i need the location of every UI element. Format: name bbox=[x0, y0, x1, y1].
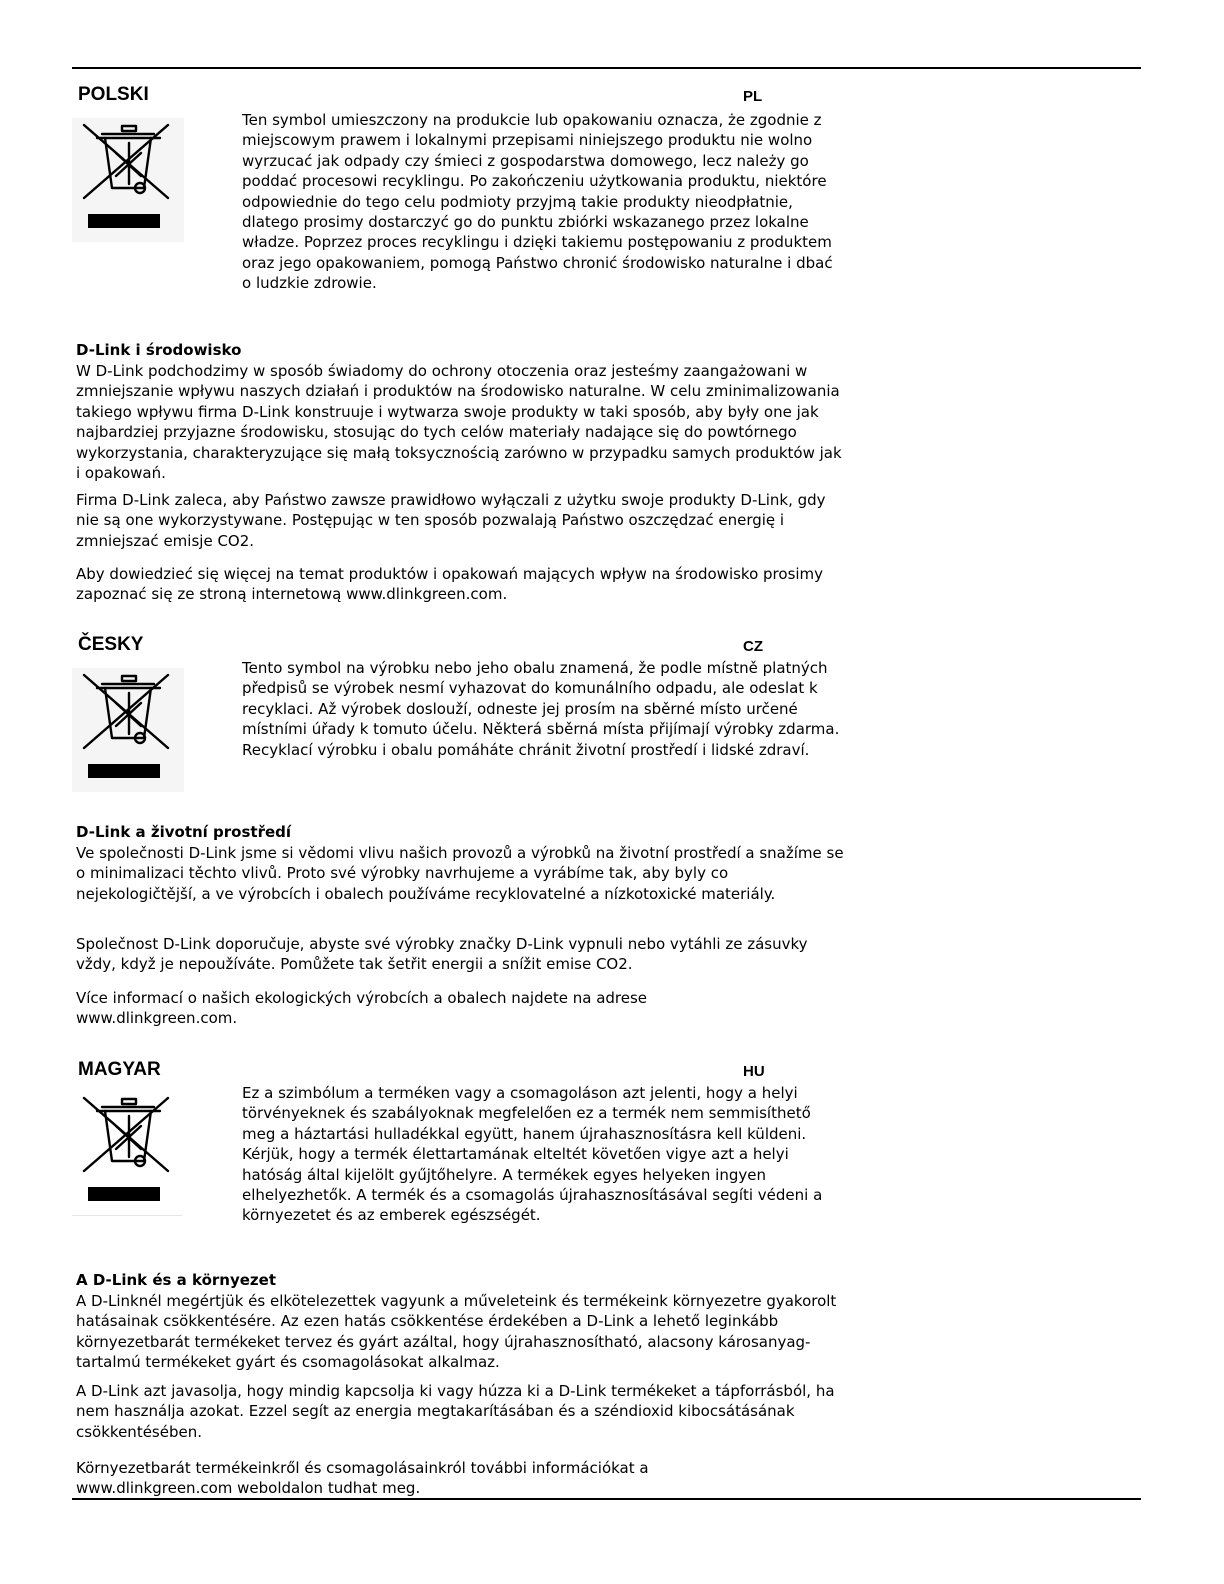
divider bbox=[72, 1215, 182, 1216]
language-code: PL bbox=[743, 88, 763, 105]
environment-heading: D-Link a životní prostředí bbox=[76, 823, 292, 841]
language-code: HU bbox=[743, 1063, 765, 1080]
environment-paragraph: W D-Link podchodzimy w sposób świadomy do ochrony otoczenia oraz jesteśmy zaangażowani w zmniejszanie wpływu naszych działań i produktów na środowisko naturalne. W celu zminimalizowania takiego wpływu firma D-Link konstruuje i wytwarza swoje produkty w taki sposób, aby były one jak najbardziej przyjazne środowisku, stosując do tych celów materiały nadające się do powtórnego wykorzystania, charakteryzujące się małą toksycznością zarówno w przypadku samych produktów jak i opakowań. bbox=[76, 362, 842, 483]
bottom-rule bbox=[72, 1498, 1141, 1500]
section-title: MAGYAR bbox=[78, 1059, 161, 1080]
more-info-paragraph: Více informací o našich ekologických výrobcích a obalech najdete na adrese www.dlinkgreen.com. bbox=[76, 989, 648, 1028]
section-polski bbox=[72, 84, 847, 604]
power-off-paragraph: A D-Link azt javasolja, hogy mindig kapcsolja ki vagy húzza ki a D-Link termékeket a tápforrásból, ha nem használja azokat. Ezzel segít az energia megtakarításában és a széndioxid kibocsátásának csökkentésében. bbox=[76, 1382, 835, 1441]
top-rule bbox=[72, 67, 1141, 69]
language-code: CZ bbox=[743, 638, 763, 655]
recycling-intro-text: Ten symbol umieszczony na produkcie lub opakowaniu oznacza, że zgodnie z miejscowym prawem i lokalnymi przepisami niniejszego produktu nie wolno wyrzucać jak odpady czy śmieci z gospodarstwa domowego, lecz należy go poddać procesowi recyklingu. Po zakończeniu użytkowania produktu, niektóre odpowiednie do tego celu podmioty przyjmą takie produkty nieodpłatnie, dlatego prosimy dostarczyć go do punktu zbiórki wskazanego przez lokalne władze. Poprzez proces recyklingu i dzięki takiemu postępowaniu z produktem oraz jego opakowaniem, pomogą Państwo chronić środowisko naturalne i dbać o ludzkie zdrowie. bbox=[242, 111, 833, 293]
section-title: POLSKI bbox=[78, 84, 149, 105]
environment-heading: A D-Link és a környezet bbox=[76, 1271, 277, 1289]
power-off-paragraph: Firma D-Link zaleca, aby Państwo zawsze prawidłowo wyłączali z użytku swoje produkty D-Link, gdy nie są one wykorzystywane. Postępując w ten sposób pozwalają Państwo oszczędzać energię i zmniejszać emisje CO2. bbox=[76, 491, 826, 550]
recycling-intro-text: Tento symbol na výrobku nebo jeho obalu znamená, že podle místně platných předpisů se výrobek nesmí vyhazovat do komunálního odpadu, ale odeslat k recyklaci. Až výrobek doslouží, odneste jej prosím na sběrné místo určené místními úřady k tomuto účelu. Některá sběrná místa přijímají výrobky zdarma. Recyklací výrobku i obalu pomáháte chránit životní prostředí i lidské zdraví. bbox=[242, 659, 840, 759]
weee-bin-icon bbox=[72, 118, 184, 242]
weee-bin-icon bbox=[72, 1091, 184, 1215]
section-title: ČESKY bbox=[78, 634, 144, 655]
environment-paragraph: A D-Linknél megértjük és elkötelezettek vagyunk a műveleteink és termékeink környezetre gyakorolt hatásainak csökkentésére. Az ezen hatás csökkentése érdekében a D-Link a lehető leginkább környezetbarát termékeket tervez és gyárt azáltal, hogy újrahasznosítható, alacsony károsanyag-tartalmú termékeket gyárt és csomagolásokat alkalmaz. bbox=[76, 1292, 837, 1372]
environment-paragraph: Ve společnosti D-Link jsme si vědomi vlivu našich provozů a výrobků na životní prostředí a snažíme se o minimalizaci těchto vlivů. Proto své výrobky navrhujeme a vyrábíme tak, aby byly co nejekologičtější, a ve výrobcích i obalech používáme recyklovatelné a nízkotoxické materiály. bbox=[76, 844, 844, 903]
environment-heading: D-Link i środowisko bbox=[76, 341, 242, 359]
weee-bin-icon bbox=[72, 668, 184, 792]
recycling-intro-text: Ez a szimbólum a terméken vagy a csomagoláson azt jelenti, hogy a helyi törvényeknek és szabályoknak megfelelően ez a termék nem semmisíthető meg a háztartási hulladékkal együtt, hanem újrahasznosításra kell küldeni. Kérjük, hogy a termék élettartamának elteltét követően vigye azt a helyi hatóság által kijelölt gyűjtőhelyre. A termékek egyes helyeken ingyen elhelyezhetők. A termék és a csomagolás újrahasznosításával segíti védeni a környezetet és az emberek egészségét. bbox=[242, 1084, 823, 1225]
more-info-paragraph: Környezetbarát termékeinkről és csomagolásainkról további információkat a www.dlinkgreen.com weboldalon tudhat meg. bbox=[76, 1459, 649, 1498]
more-info-paragraph: Aby dowiedzieć się więcej na temat produktów i opakowań mających wpływ na środowisko prosimy zapoznać się ze stroną internetową www.dlinkgreen.com. bbox=[76, 565, 824, 604]
section-cesky bbox=[72, 634, 847, 1034]
power-off-paragraph: Společnost D-Link doporučuje, abyste své výrobky značky D-Link vypnuli nebo vytáhli ze zásuvky vždy, když je nepoužíváte. Pomůžete tak šetřit energii a snížit emise CO2. bbox=[76, 935, 808, 974]
section-magyar bbox=[72, 1059, 847, 1499]
